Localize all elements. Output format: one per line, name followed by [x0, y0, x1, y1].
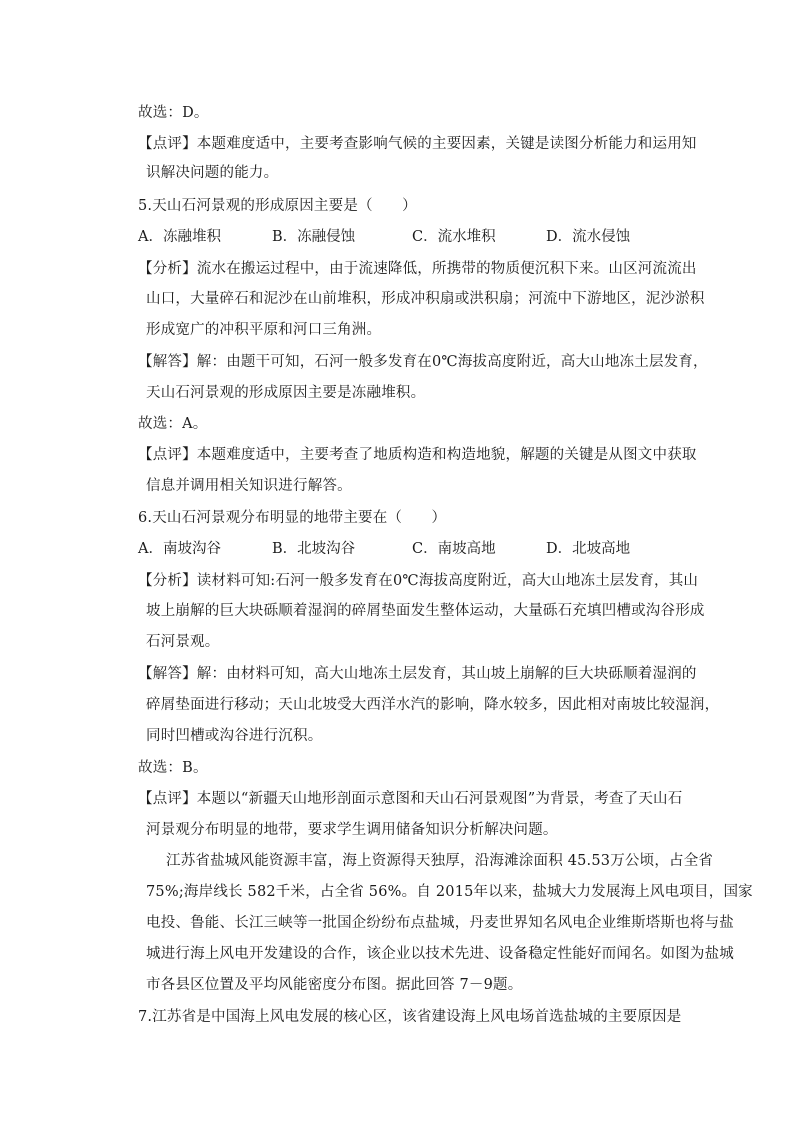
- review-line-cont: 河景观分布明显的地带，要求学生调用储备知识分析解决问题。: [146, 822, 558, 838]
- question-5-options: [138, 227, 698, 247]
- analysis-line-cont: 石河景观。: [146, 634, 220, 650]
- option-d: D．流水侵蚀: [546, 229, 631, 245]
- answer-line-q6: 故选：B。: [138, 760, 208, 776]
- analysis-line: 【分析】流水在搬运过程中，由于流速降低，所携带的物质便沉积下来。山区河流流出: [138, 261, 697, 277]
- solution-line-cont: 同时凹槽或沟谷进行沉积。: [146, 728, 323, 744]
- analysis-line-cont: 形成宽广的冲积平原和河口三角洲。: [146, 322, 382, 338]
- question-6-stem: 6.天山石河景观分布明显的地带主要在（ ）: [138, 510, 447, 526]
- solution-line-cont: 碎屑垫面进行移动；天山北坡受大西洋水汽的影响，降水较多，因此相对南坡比较湿润，: [146, 697, 720, 713]
- analysis-line-cont: 坡上崩解的巨大块砾顺着湿润的碎屑垫面发生整体运动，大量砾石充填凹槽或沟谷形成: [146, 603, 705, 619]
- option-b: B．北坡沟谷: [272, 541, 356, 557]
- question-7-stem: 7.江苏省是中国海上风电发展的核心区，该省建设海上风电场首选盐城的主要原因是: [138, 1009, 682, 1025]
- passage-line: 75%;海岸线长 582千米，占全省 56%。自 2015年以来，盐城大力发展海上风电项目，国家: [146, 884, 753, 900]
- analysis-line: 【分析】读材料可知:石河一般多发育在0℃海拔高度附近，高大山地冻土层发育，其山: [138, 573, 699, 589]
- option-b: B．冻融侵蚀: [272, 229, 356, 245]
- option-a: A．南坡沟谷: [138, 541, 221, 557]
- review-line: 【点评】本题以“新疆天山地形剖面示意图和天山石河景观图”为背景，考查了天山石: [138, 791, 683, 807]
- review-line: 【点评】本题难度适中，主要考查影响气候的主要因素，关键是读图分析能力和运用知: [138, 136, 697, 152]
- answer-line-q4: 故选：D。: [138, 105, 209, 121]
- option-c: C．南坡高地: [412, 541, 496, 557]
- question-5-stem: 5.天山石河景观的形成原因主要是（ ）: [138, 198, 417, 214]
- review-line: 【点评】本题难度适中，主要考查了地质构造和构造地貌，解题的关键是从图文中获取: [138, 447, 697, 463]
- passage-line: 电投、鲁能、长江三峡等一批国企纷纷布点盐城，丹麦世界知名风电企业维斯塔斯也将与盐: [146, 915, 734, 931]
- passage-line: 江苏省盐城风能资源丰富，海上资源得天独厚，沿海滩涂面积 45.53万公顷，占全省: [166, 853, 714, 869]
- option-d: D．北坡高地: [546, 541, 631, 557]
- passage-line: 城进行海上风电开发建设的合作，该企业以技术先进、设备稳定性能好而闻名。如图为盐城: [146, 946, 734, 962]
- review-line-cont: 信息并调用相关知识进行解答。: [146, 478, 352, 494]
- answer-line-q5: 故选：A。: [138, 416, 208, 432]
- solution-line: 【解答】解：由材料可知，高大山地冻土层发育，其山坡上崩解的巨大块砾顺着湿润的: [138, 666, 697, 682]
- question-6-options: [138, 539, 698, 559]
- solution-line-cont: 天山石河景观的形成原因主要是冻融堆积。: [146, 385, 426, 401]
- option-a: A．冻融堆积: [138, 229, 221, 245]
- review-line-cont: 识解决问题的能力。: [146, 165, 279, 181]
- analysis-line-cont: 山口，大量碎石和泥沙在山前堆积，形成冲积扇或洪积扇；河流中下游地区，泥沙淤积: [146, 291, 705, 307]
- passage-line: 市各县区位置及平均风能密度分布图。据此回答 7－9题。: [146, 977, 523, 993]
- solution-line: 【解答】解：由题干可知，石河一般多发育在0℃海拔高度附近，高大山地冻土层发育，: [138, 354, 708, 370]
- option-c: C．流水堆积: [412, 229, 496, 245]
